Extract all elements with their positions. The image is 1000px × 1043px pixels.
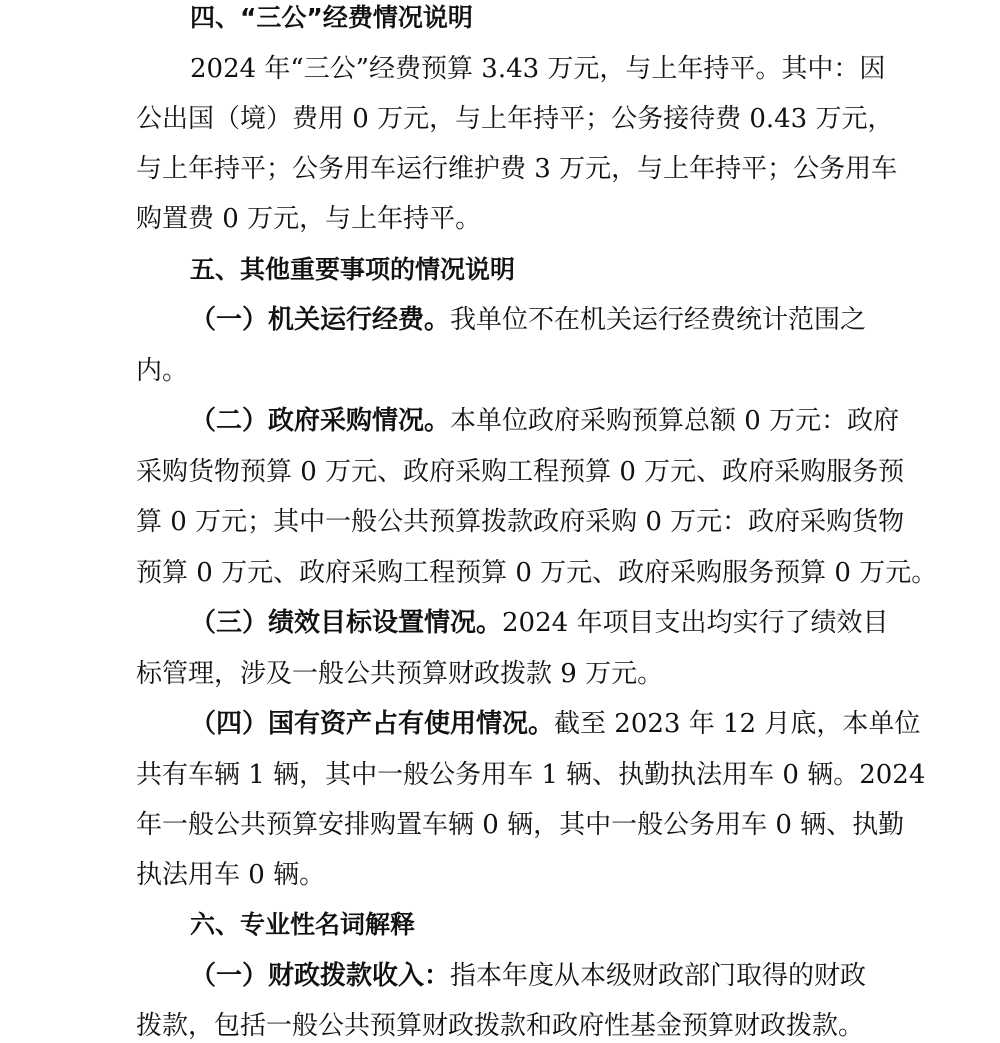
paragraph-text: 我单位不在机关运行经费统计范围之 (450, 305, 867, 335)
paragraph-line (190, 606, 888, 640)
paragraph-text: 指本年度从本级财政部门取得的财政 (450, 961, 867, 991)
paragraph-line: 2024 年“三公”经费预算 3.43 万元，与上年持平。其中：因 (190, 54, 886, 84)
paragraph-line: 与上年持平；公务用车运行维护费 3 万元，与上年持平；公务用车 (136, 154, 898, 184)
paragraph-line: 算 0 万元；其中一般公共预算拨款政府采购 0 万元：政府采购货物 (136, 507, 905, 537)
paragraph-line: 公出国（境）费用 0 万元，与上年持平；公务接待费 0.43 万元， (136, 104, 894, 134)
paragraph-line: 预算 0 万元、政府采购工程预算 0 万元、政府采购服务预算 0 万元。 (136, 558, 938, 588)
subsection-lead: （一）财政拨款收入： (190, 961, 451, 991)
paragraph-text: 截至 2023 年 12 月底，本单位 (554, 709, 921, 739)
subsection-lead: （一）机关运行经费。 (190, 305, 451, 335)
paragraph-line: 拨款，包括一般公共预算财政拨款和政府性基金预算财政拨款。 (136, 1011, 865, 1041)
paragraph-line: 内。 (136, 356, 189, 386)
paragraph-line: 执法用车 0 辆。 (136, 860, 326, 890)
paragraph-line: 年一般公共预算安排购置车辆 0 辆，其中一般公务用车 0 辆、执勤 (136, 810, 905, 840)
paragraph-line: 标管理，涉及一般公共预算财政拨款 9 万元。 (136, 659, 664, 689)
subsection-lead: （四）国有资产占有使用情况。 (190, 709, 555, 739)
paragraph-line: 共有车辆 1 辆，其中一般公务用车 1 辆、执勤执法用车 0 辆。2024 (136, 760, 926, 790)
paragraph-line (190, 707, 920, 741)
paragraph-text: 本单位政府采购预算总额 0 万元：政府 (450, 406, 900, 436)
subsection-lead: （二）政府采购情况。 (190, 406, 451, 436)
paragraph-line (190, 303, 866, 337)
paragraph-line: 采购货物预算 0 万元、政府采购工程预算 0 万元、政府采购服务预 (136, 457, 905, 487)
paragraph-line (190, 404, 899, 438)
paragraph-text: 2024 年项目支出均实行了绩效目 (502, 608, 889, 638)
section-heading-5: 五、其他重要事项的情况说明 (190, 255, 516, 284)
paragraph-line (190, 959, 866, 993)
section-heading-6: 六、专业性名词解释 (190, 910, 416, 939)
subsection-lead: （三）绩效目标设置情况。 (190, 608, 503, 638)
section-heading-4: 四、“三公”经费情况说明 (190, 3, 473, 32)
paragraph-line: 购置费 0 万元，与上年持平。 (136, 204, 482, 234)
